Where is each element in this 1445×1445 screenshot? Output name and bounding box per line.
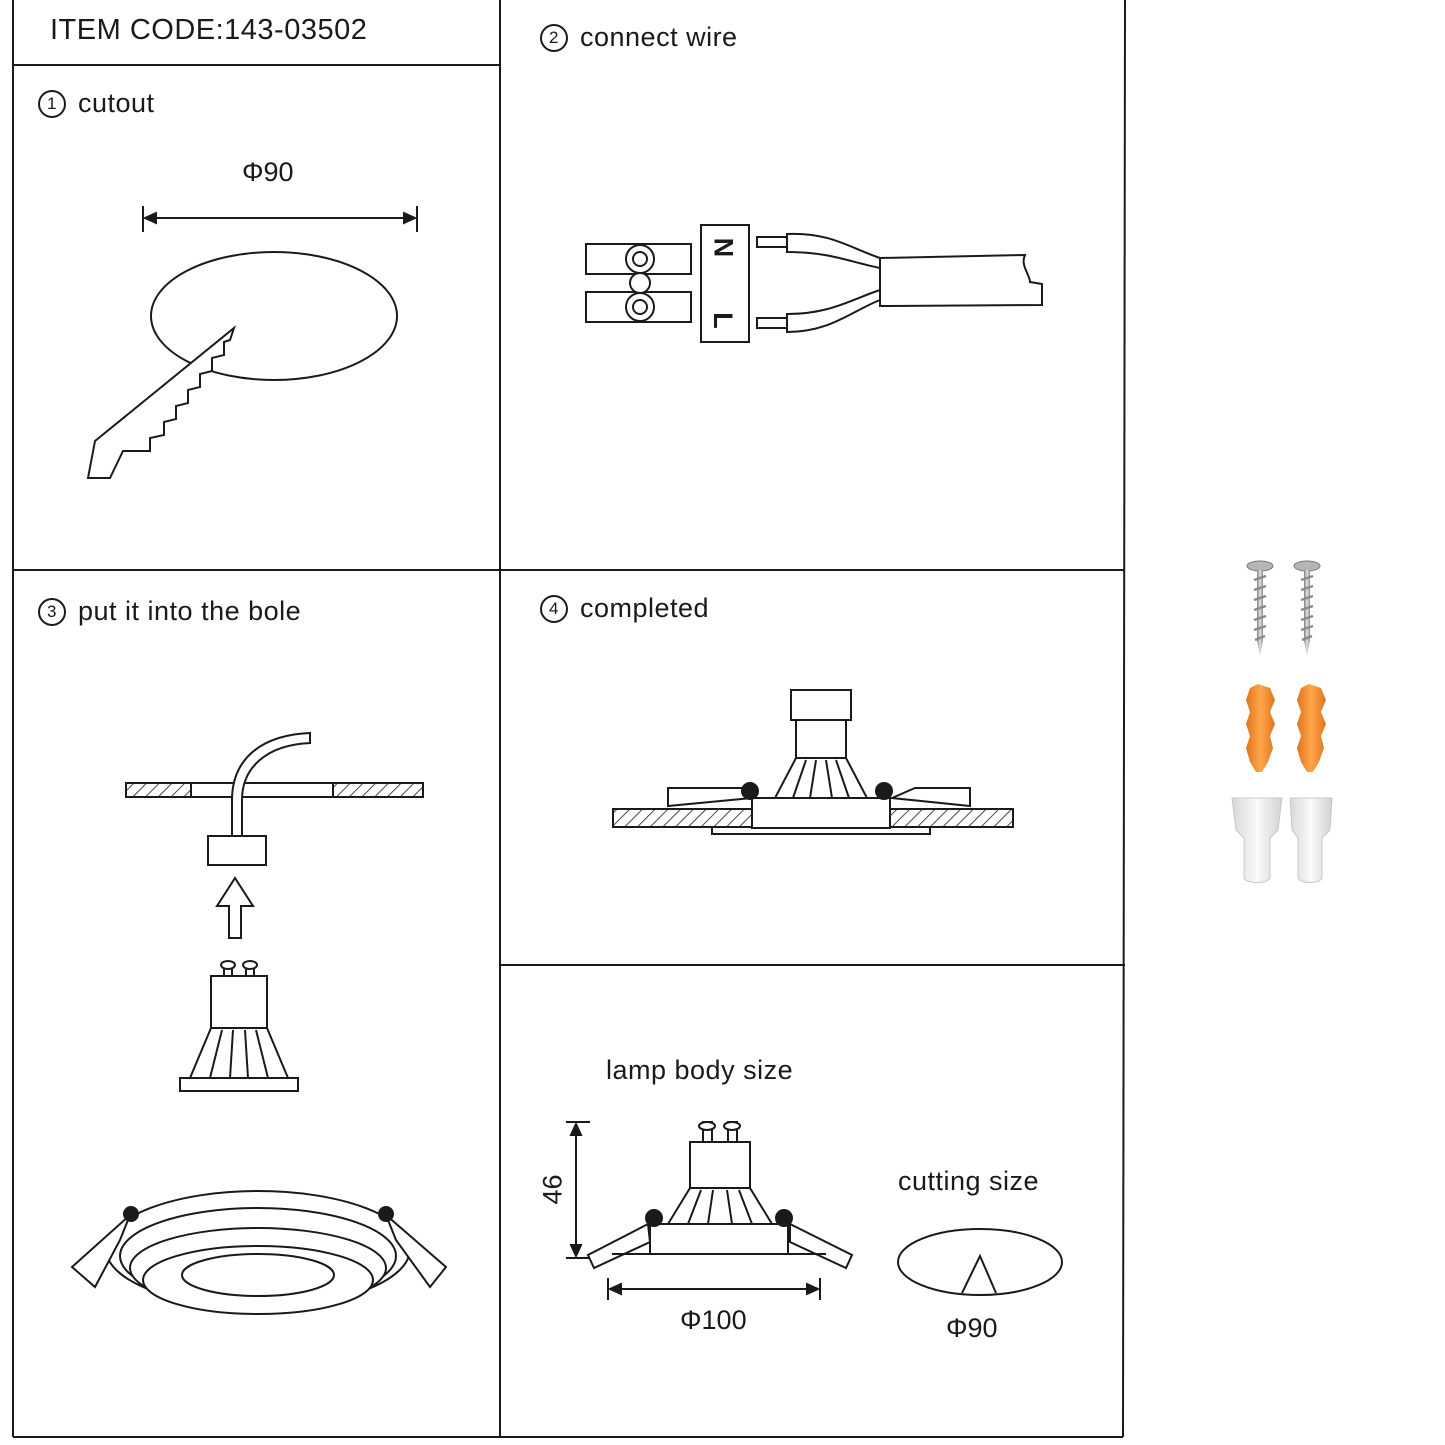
cutout-dimension-arrow xyxy=(143,206,417,232)
wire-connector-icon xyxy=(1232,798,1332,883)
lamp-height-label: 46 xyxy=(537,1174,568,1205)
step-4-number: 4 xyxy=(540,595,568,623)
step-2-number: 2 xyxy=(540,24,568,52)
ceiling-section-icon xyxy=(126,783,423,797)
supply-cable-icon xyxy=(208,733,310,865)
terminal-live-label: L xyxy=(707,312,738,329)
step-4-text: completed xyxy=(580,593,710,623)
lamp-diameter-label: Φ100 xyxy=(680,1305,747,1335)
saw-icon xyxy=(88,328,234,478)
cutting-diameter-label: Φ90 xyxy=(946,1313,998,1343)
step-1-number: 1 xyxy=(38,90,66,118)
step-4-label xyxy=(540,593,709,624)
step-1-label xyxy=(38,88,155,119)
cutting-size-icon xyxy=(898,1229,1062,1295)
item-code: ITEM CODE:143-03502 xyxy=(50,14,368,46)
step-1-text: cutout xyxy=(78,88,155,118)
installed-lamp-icon xyxy=(613,690,1013,834)
downlight-frame-icon xyxy=(72,1191,446,1314)
wire-cable-icon xyxy=(757,234,1042,332)
lamp-body-size-title: lamp body size xyxy=(606,1055,794,1085)
step-3-label xyxy=(38,596,301,627)
ceiling-hole-outline xyxy=(151,252,397,380)
lamp-body-size-icon xyxy=(588,1122,852,1268)
terminal-neutral-label: N xyxy=(708,237,739,258)
screw-icon xyxy=(1247,561,1320,656)
cutout-diameter-label: Φ90 xyxy=(242,157,294,187)
height-dimension-arrow xyxy=(566,1122,590,1258)
wall-plug-icon xyxy=(1246,684,1326,772)
width-dimension-arrow xyxy=(608,1278,820,1300)
up-arrow-icon xyxy=(217,878,253,938)
step-3-text: put it into the bole xyxy=(78,596,302,626)
gu10-lamp-icon xyxy=(180,961,298,1091)
cutting-size-title: cutting size xyxy=(898,1166,1040,1196)
step-3-number: 3 xyxy=(38,598,66,626)
step-2-label xyxy=(540,22,738,53)
step-2-text: connect wire xyxy=(580,22,738,52)
